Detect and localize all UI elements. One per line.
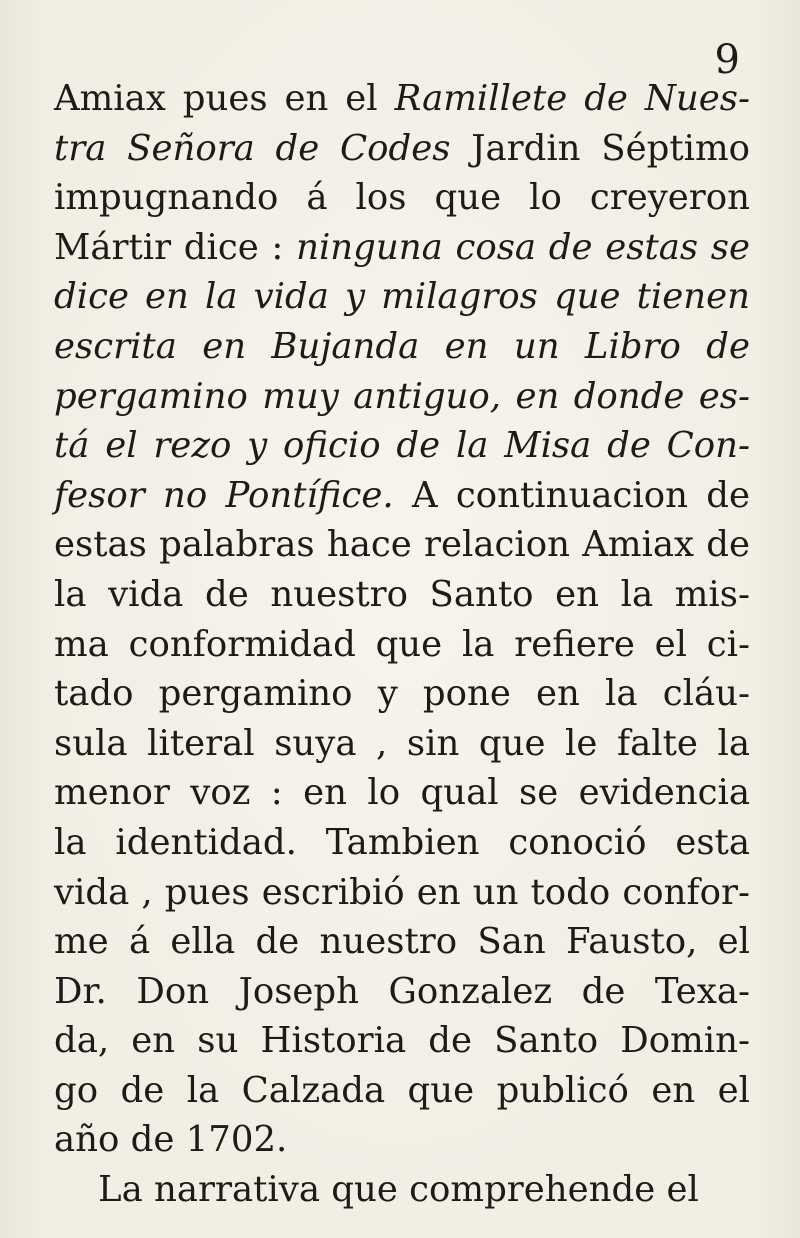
text-line [54, 223, 750, 273]
text-line [54, 669, 750, 719]
italic-text-run: tra Señora de Codes [54, 127, 472, 169]
text-line [54, 1165, 750, 1215]
text-run: la vida de nuestro Santo en la mis- [54, 573, 750, 615]
text-line [54, 272, 750, 322]
text-line [54, 570, 750, 620]
italic-text-run: pergamino muy antiguo, en donde es- [54, 375, 750, 417]
text-run: tado pergamino y pone en la cláu- [54, 673, 750, 715]
text-line [54, 917, 750, 967]
page-number: 9 [714, 37, 740, 83]
text-line [54, 124, 750, 174]
text-line [54, 719, 750, 769]
text-line [54, 372, 750, 422]
italic-text-run: dice en la vida y milagros que tienen [54, 276, 750, 318]
text-line [54, 1066, 750, 1116]
text-run: año de 1702. [54, 1119, 288, 1161]
text-line [54, 421, 750, 471]
text-line [54, 471, 750, 521]
text-run: da, en su Historia de Santo Domin- [54, 1020, 750, 1062]
text-run: La narrativa que comprehende el [98, 1169, 699, 1211]
text-line [54, 173, 750, 223]
text-run: la identidad. Tambien conoció esta [54, 821, 750, 863]
text-run: vida , pues escribió en un todo confor- [54, 871, 750, 913]
italic-text-run: escrita en Bujanda en un Libro de [54, 325, 750, 367]
text-line [54, 868, 750, 918]
text-run: Dr. Don Joseph Gonzalez de Texa- [54, 970, 750, 1012]
body-text [54, 74, 750, 1215]
text-line [54, 967, 750, 1017]
text-line [54, 768, 750, 818]
text-line [54, 322, 750, 372]
text-line [54, 74, 750, 124]
text-run: Amiax pues en el [54, 78, 395, 119]
text-run: sula literal suya , sin que le falte la [54, 722, 750, 764]
text-run: Mártir dice : [54, 226, 297, 268]
italic-text-run: tá el rezo y oficio de la Misa de Con- [54, 425, 750, 467]
text-run: go de la Calzada que publicó en el [54, 1069, 750, 1111]
text-run: A continuacion de [411, 474, 750, 516]
text-run: ma conformidad que la refiere el ci- [54, 623, 750, 665]
text-run: menor voz : en lo qual se evidencia [54, 772, 750, 814]
text-run: me á ella de nuestro San Fausto, el [54, 921, 750, 963]
text-line [54, 1115, 750, 1165]
italic-text-run: Ramillete de Nues- [394, 78, 750, 119]
text-run: estas palabras hace relacion Amiax de [54, 524, 750, 566]
text-line [54, 1016, 750, 1066]
italic-text-run: ninguna cosa de estas se [296, 226, 751, 268]
text-run: impugnando á los que lo creyeron [54, 177, 750, 219]
text-line [54, 620, 750, 670]
italic-text-run: fesor no Pontífice. [54, 474, 412, 516]
text-run: Jardin Séptimo [471, 127, 750, 169]
text-line [54, 818, 750, 868]
text-line [54, 520, 750, 570]
